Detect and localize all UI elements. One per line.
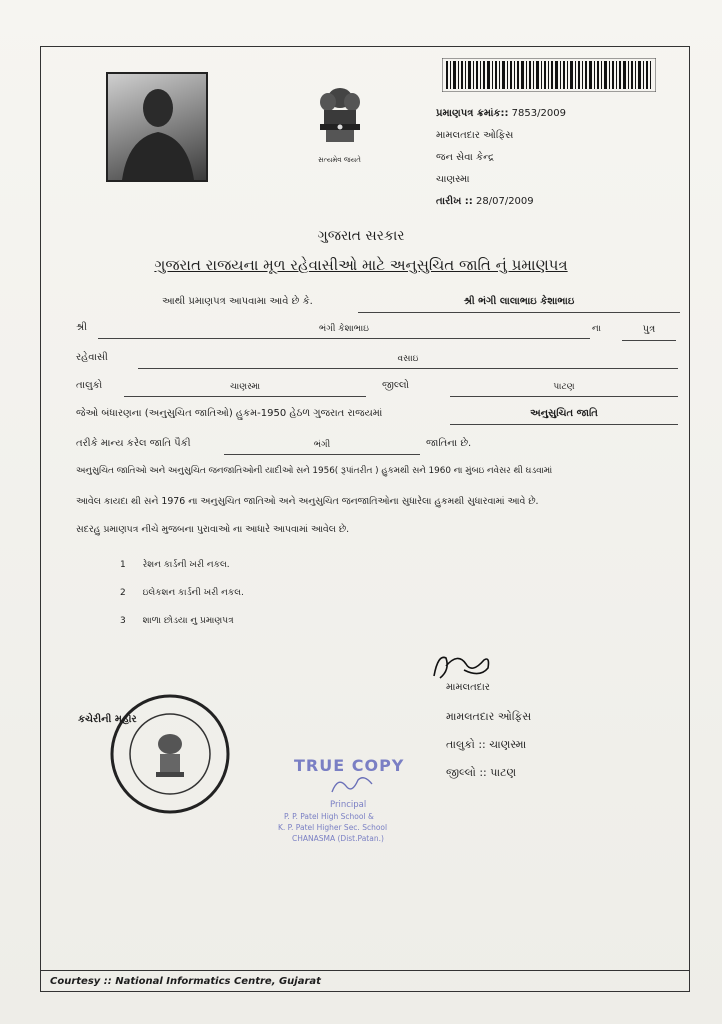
true-copy-stamp: TRUE COPY xyxy=(294,756,405,775)
signature-icon xyxy=(428,648,496,684)
ashoka-emblem-icon xyxy=(312,80,368,148)
evidence-number: 3 xyxy=(120,616,126,626)
certificate-number-row xyxy=(436,108,566,119)
issued-to-underline xyxy=(358,312,680,313)
signatory-title: મામલતદાર xyxy=(446,682,490,693)
evidence-number: 1 xyxy=(120,560,126,570)
para-1: અનુસુચિત જાતિઓ અને અનુસુચિત જનજાતિઓની યાદીઓ સને 1956( રૂપાંતરીત ) હુકમથી સને 1960 ના મુંબઇ નવેસર થી ઘડવામાં xyxy=(76,466,553,476)
issued-to-value: શ્રી ભંગી લાલાભાઇ કેશાભાઇ xyxy=(463,296,575,307)
applicant-photo xyxy=(106,72,208,182)
principal-line-2: K. P. Patel Higher Sec. School xyxy=(278,823,388,832)
footer-courtesy: Courtesy :: National Informatics Centre, Gujarat xyxy=(50,976,321,987)
footer-divider xyxy=(40,970,690,971)
caste-suffix: જાતિના છે. xyxy=(426,438,472,449)
office-line-2: જન સેવા કેન્દ્ર xyxy=(436,152,495,163)
father-name-underline xyxy=(98,338,590,339)
para-3: સદરહુ પ્રમાણપત્ર નીચે મુજબના પુરાવાઓ ના આધારે આપવામાં આવેલ છે. xyxy=(76,524,350,535)
office-seal-icon xyxy=(108,692,232,816)
evidence-item xyxy=(120,588,244,598)
na-label: ના xyxy=(592,324,601,334)
taluka-value: ચાણસ્મા xyxy=(229,382,261,392)
office-seal-label: કચેરીની મહોર xyxy=(78,714,137,725)
shri-label: શ્રી xyxy=(76,322,88,333)
evidence-text: શાળા છોડયા નુ પ્રમાણપત્ર xyxy=(142,616,234,626)
taluka-underline xyxy=(124,396,366,397)
barcode-icon xyxy=(442,58,656,92)
page-border xyxy=(40,46,690,992)
principal-line-1: P. P. Patel High School & xyxy=(284,812,374,821)
signatory-taluka: તાલુકો :: ચાણસ્મા xyxy=(446,738,527,751)
government-title: ગુજરાત સરકાર xyxy=(317,228,405,244)
evidence-number: 2 xyxy=(120,588,126,598)
constitution-text: જેઓ બંધારણના (અનુસુચિત જાતિઓ) હુકમ-1950 હેઠળ ગુજરાત રાજયમાં xyxy=(76,408,383,419)
certificate-title: ગુજરાત રાજયના મૂળ રહેવાસીઓ માટે અનુસુચિત જાતિ નું પ્રમાણપત્ર xyxy=(154,256,568,274)
principal-line-3: CHANASMA (Dist.Patan.) xyxy=(292,834,384,843)
evidence-text: ઇલેકશન કાર્ડની ખરી નકલ. xyxy=(142,588,244,598)
category-value: અનુસુચિત જાતિ xyxy=(530,408,598,419)
certificate-date: 28/07/2009 xyxy=(476,196,534,207)
certificate-number-label: પ્રમાણપત્ર ક્રમાંક:: xyxy=(436,108,509,119)
district-underline xyxy=(450,396,678,397)
date-row xyxy=(436,196,534,207)
recognized-label: તરીકે માન્ય કરેલ જાતિ પૈકી xyxy=(76,438,191,449)
district-value: પાટણ xyxy=(553,382,575,392)
resident-label: રહેવાસી xyxy=(76,352,108,363)
evidence-item xyxy=(120,560,230,570)
district-label: જીલ્લો xyxy=(382,380,410,391)
issued-to-label: આથી પ્રમાણપત્ર આપવામા આવે છે કે. xyxy=(162,296,313,307)
office-line-1: મામલતદાર ઓફિસ xyxy=(436,130,514,141)
para-2: આવેલ કાયદા થી સને 1976 ના અનુસુચિત જાતિઓ અને અનુસુચિત જનજાતિઓના સુધારેલા હુકમથી સુધારવામાં આવે છે. xyxy=(76,496,539,507)
evidence-item xyxy=(120,616,234,626)
category-underline xyxy=(450,424,678,425)
father-name: ભંગી કેશાભાઇ xyxy=(319,324,369,334)
resident-value: વસાઇ xyxy=(397,354,419,364)
evidence-text: રેશન કાર્ડની ખરી નકલ. xyxy=(142,560,230,570)
relation: પુત્ર xyxy=(642,324,656,335)
resident-underline xyxy=(138,368,678,369)
emblem-caption: સત્યમેવ જયતે xyxy=(318,156,361,164)
office-line-3: ચાણસ્મા xyxy=(436,174,470,185)
taluka-label: તાલુકો xyxy=(76,380,103,391)
date-label: તારીખ :: xyxy=(436,196,473,207)
caste-underline xyxy=(224,454,420,455)
signatory-office: મામલતદાર ઓફિસ xyxy=(446,710,532,723)
signatory-district: જીલ્લો :: પાટણ xyxy=(446,766,517,779)
principal-signature-icon xyxy=(328,772,378,798)
certificate-number: 7853/2009 xyxy=(511,108,566,119)
caste-value: ભંગી xyxy=(313,440,331,450)
principal-role: Principal xyxy=(330,800,367,810)
relation-underline xyxy=(622,340,676,341)
